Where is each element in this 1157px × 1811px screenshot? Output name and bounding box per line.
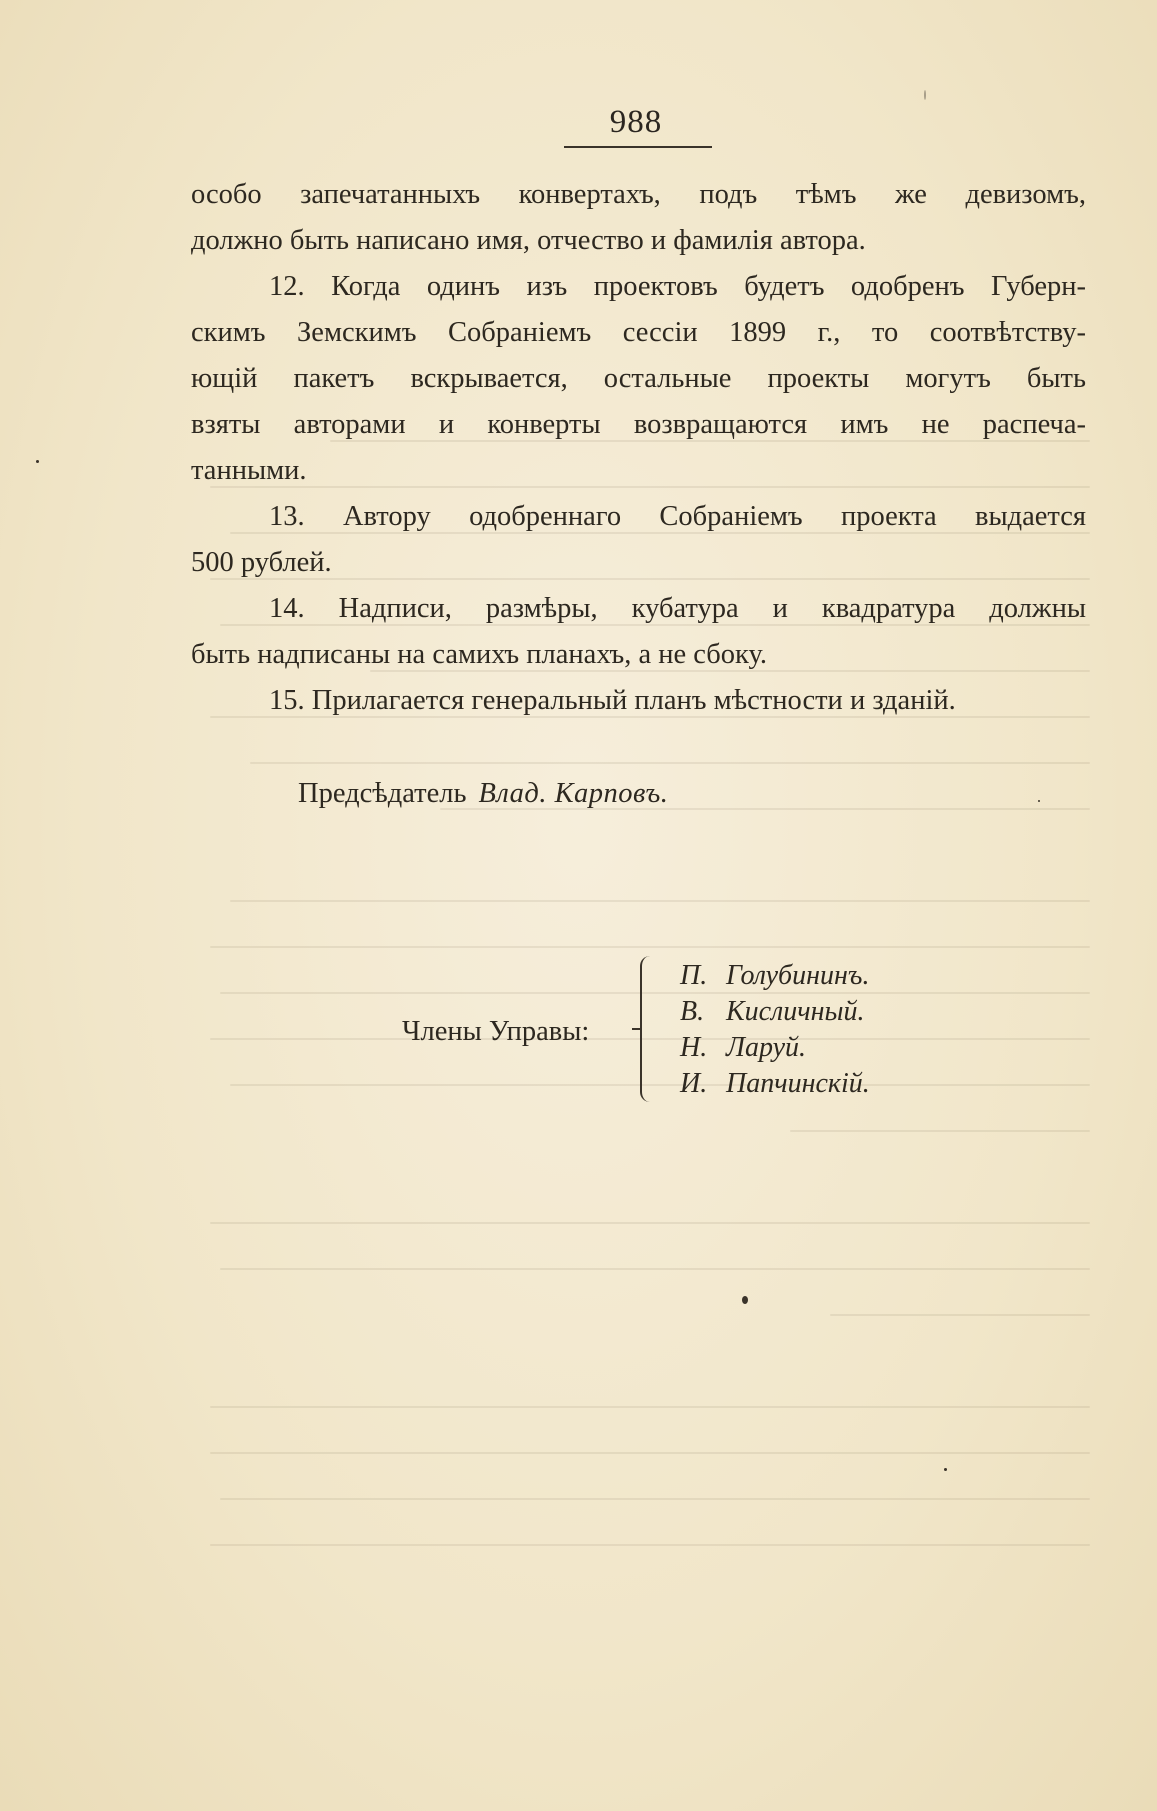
member-initial: И.: [680, 1068, 708, 1099]
member-initial: П.: [680, 960, 708, 991]
text-line: 500 рублей.: [191, 547, 332, 578]
curly-brace-tip: [632, 1028, 642, 1030]
chairman-title: Предсѣдатель: [298, 778, 467, 809]
member-surname: Кисличный.: [726, 996, 865, 1027]
text-line: взяты авторами и конверты возвращаются имъ не распеча-: [191, 409, 1086, 440]
member-surname: Папчинскій.: [726, 1068, 870, 1099]
text-line: ющій пакетъ вскрывается, остальные проекты могутъ быть: [191, 363, 1086, 394]
paragraph-13: [191, 494, 1086, 586]
text-line: быть надписаны на самихъ планахъ, а не сбоку.: [191, 639, 767, 670]
text-line: 12. Когда одинъ изъ проектовъ будетъ одобренъ Губерн-: [269, 271, 1086, 302]
paragraph-15: [191, 678, 1086, 724]
curly-brace: [640, 956, 656, 1102]
chairman-signature: [298, 778, 668, 810]
text-line: скимъ Земскимъ Собраніемъ сессіи 1899 г., то соотвѣтству-: [191, 317, 1086, 348]
text-line: должно быть написано имя, отчество и фамилія автора.: [191, 225, 866, 256]
member-surname: Ларуй.: [726, 1032, 807, 1063]
paragraph-intro: [191, 172, 1086, 264]
text-line: танными.: [191, 455, 307, 486]
board-member: [680, 1030, 870, 1066]
page-number: 988: [609, 104, 663, 140]
body-text: [191, 172, 1086, 724]
text-line: 13. Автору одобреннаго Собраніемъ проекта выдается: [269, 501, 1086, 532]
board-member: [680, 994, 870, 1030]
member-initial: В.: [680, 996, 705, 1027]
text-line: особо запечатанныхъ конвертахъ, подъ тѣмъ же девизомъ,: [191, 179, 1086, 210]
paragraph-14: [191, 586, 1086, 678]
board-member: [680, 958, 870, 994]
board-member: [680, 1066, 870, 1102]
text-line: 15. Прилагается генеральный планъ мѣстности и зданій.: [269, 685, 956, 716]
paragraph-12: [191, 264, 1086, 494]
page-number-rule: [564, 146, 712, 148]
board-members-label: Члены Управы:: [402, 1016, 590, 1047]
text-line: 14. Надписи, размѣры, кубатура и квадратура должны: [269, 593, 1086, 624]
board-members-list: [680, 958, 870, 1102]
member-surname: Голубининъ.: [726, 960, 870, 991]
chairman-name: Влад. Карповъ.: [478, 778, 669, 809]
member-initial: Н.: [680, 1032, 708, 1063]
